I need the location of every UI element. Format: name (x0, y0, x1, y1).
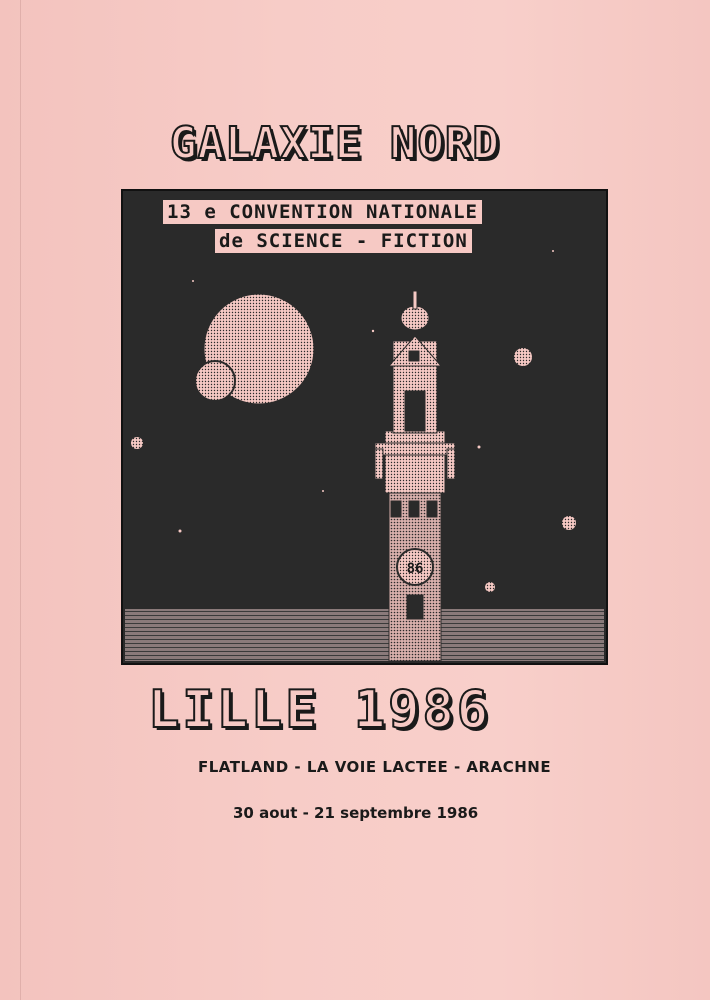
paper-fold (20, 0, 21, 1000)
clock-number: 86 (406, 561, 424, 577)
convention-line-1: 13 e CONVENTION NATIONALE (163, 200, 482, 224)
bleed-through (120, 60, 600, 74)
organizers: FLATLAND - LA VOIE LACTEE - ARACHNE (198, 758, 552, 776)
event-dates: 30 aout - 21 septembre 1986 (233, 804, 479, 822)
belfry-tower (375, 291, 455, 661)
poster-title: GALAXIE NORD (170, 118, 500, 169)
convention-line-2: de SCIENCE - FICTION (215, 229, 472, 253)
small-moon (195, 361, 235, 401)
artwork-panel (121, 189, 608, 665)
belfry-night-illustration (123, 191, 606, 663)
city-year: LILLE 1986 (148, 680, 492, 740)
ground (125, 609, 604, 661)
